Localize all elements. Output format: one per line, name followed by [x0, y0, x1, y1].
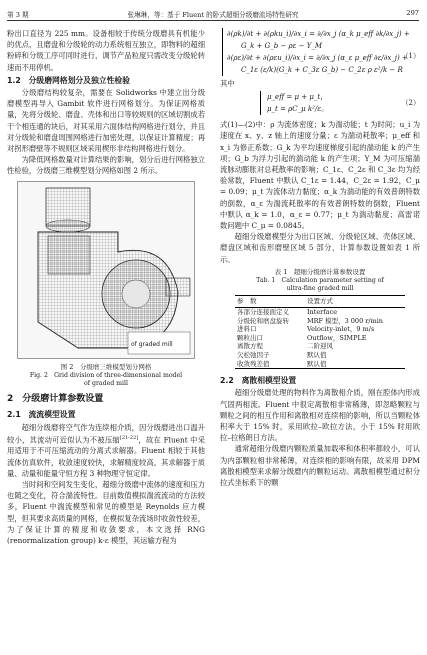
subsection-heading: 2.2 离散相模型设置 [220, 376, 297, 386]
table-header-row [235, 296, 405, 308]
header-rule [7, 20, 419, 21]
table-row [235, 308, 405, 317]
equation-line: ∂(ρk)/∂t + ∂(ρku_i)/∂x_i = ∂/∂x_j (α_k μ_eff ∂k/∂x_j) + [227, 30, 410, 38]
table-row [235, 317, 405, 326]
table-cell: Interface [306, 308, 338, 317]
paragraph: 为降低网格数量对计算结果的影响，划分后进行网格独立性检验，分级磨三维模型划分网格如图 2 所示。 [7, 155, 205, 176]
paragraph: 超细分级磨模型分为出口区域、分级轮区域、壳体区域、磨盘区域和齿形磨壁区域 5 部分，计算参数设置如表 1 所示。 [220, 232, 420, 264]
equation-line: ∂(ρε)/∂t + ∂(ρεu_i)/∂x_i = ∂/∂x_j (α_ε μ_eff ∂ε/∂x_j) + [227, 54, 408, 62]
table-cell: Outflow，SIMPLE [306, 333, 367, 342]
table-cell: 默认值 [306, 351, 327, 359]
figure-caption-cn: 图 2 分级磨三维模型划分网格 [60, 362, 152, 371]
paragraph: 式(1)—(2)中：ρ 为流体密度；k 为湍动能；t 为时间；u_i 为速度在 x、y、z 轴上的速度分量；ε 为湍动耗散率；μ_eff 和 x_i 为修正系数；G_k 为平均速度梯度引起的湍动能 k 的产生项；G_b 为浮力引起的湍动能 k 的产生项；Y_M 为可压缩湍流脉动膨胀对总耗散率的影响；C_1ε、C_2ε 和 C_3ε 均为经验常数，Fluent 中默认 C_1ε = 1.44，C_2ε = 1.92，C_μ = 0.09；μ_t 为流体动力黏度；α_k 为湍动能的有效普朗特数的倒数，α_ε 为湍流耗散率的有效普朗特数的倒数，Fluent 中默认 α_k = 1.0，α_ε = 0.77；μ_t 为湍动黏度；高雷诺数问题中 C_μ = 0.0845。 [220, 120, 420, 231]
where-label: 其中 [220, 79, 235, 88]
paragraph: 粉出口直径为 225 mm。设备相较于传统分级磨具有机能少的优点，且磨盘和分级轮的动力系统相互独立，即物料的超细粉碎和分级工序可同时进行，调节产品粒度只需改变分级轮转速而不用停机。 [7, 29, 205, 72]
subsection-heading: 2.1 流流模型设置 [7, 410, 76, 420]
equation-2 [220, 91, 420, 115]
mesh-figure [17, 181, 195, 359]
table-cell: 进料口 [237, 325, 257, 334]
section-heading: 2 分级磨计算参数设置 [7, 394, 104, 405]
paragraph: 分级磨结构较复杂，需要在 Solidworks 中建立出分级磨模型再导入 Gambit 软件进行网格划分。为保证网格质量，先将分级轮、磨盘、壳体和出口等较规则的区域切割成若干个相连通的块后，对其采用六面体结构网格进行划分，并且对分级轮和磨盘周围网格进行加密处理，以保证计算精度；再对拐形磨壁等不规则区域采用楔形非结构网格进行划分。 [7, 88, 205, 154]
equation-number: （1） [401, 52, 420, 60]
table-row [235, 360, 405, 369]
table-cell: 颗粒出口 [237, 333, 263, 342]
table-cell: 离散方程 [237, 342, 263, 351]
paragraph: 当时间和空间发生变化，超细分级磨中流体的速度和压力也随之变化，符合湍流特性。目前数值模拟湍流流动的方法较多，Fluent 中湍流模型和常见的模型是 Reynolds 应力模型，但其要求高质量的网格，在模拟复杂流场时收敛性较差，为了保证计算的精度和收敛要求，本文选择 RNG (renormalization group) k-ε 模型，其运输方程为 [7, 480, 205, 546]
issue-number: 第 3 期 [7, 11, 29, 19]
paragraph: 通常超细分级磨内颗粒质量加载率和体积率都较小，可认为内部颗粒相非常稀薄，对连续相的影响有限，故采用 DPM 离散相模型来求解分级磨内的颗粒运动。离散相模型通过积分拉式坐标系下的颗 [220, 444, 420, 488]
figure-caption-en-2: of graded mill [84, 379, 128, 387]
section-heading: 1.2 分级磨网格划分及独立性检验 [7, 75, 130, 85]
table-caption-cn: 表 1 超细分级磨计算参数设置 [274, 267, 366, 276]
table-cell: 收敛残差值 [235, 360, 305, 369]
table-cell: 欠松弛因子 [237, 351, 270, 359]
equation-1 [220, 28, 420, 76]
table-cell: 默认值 [305, 360, 405, 369]
table-caption-en-2: ultra-fine graded mill [286, 285, 354, 293]
table-cell: 二阶迎风 [306, 342, 333, 351]
left-column [7, 28, 205, 546]
table-row [235, 342, 405, 351]
table-cell: Velocity-inlet，9 m/s [306, 325, 375, 334]
equation-number: （2） [401, 99, 420, 108]
table-header: 参 数 [235, 296, 305, 308]
running-title: 张琳琳，等：基于 Fluent 的卧式超细分级磨流场特性研究 [127, 11, 299, 19]
table-row [235, 351, 405, 360]
equation-line: G_k + G_b − ρε − Y_M [241, 42, 323, 50]
table-row [235, 325, 405, 334]
mesh-model-image [18, 182, 194, 358]
equation-line: C_1ε (ε/k)(G_k + C_3ε G_b) − C_2ε ρ ε²/k − R [241, 66, 403, 74]
page-number: 297 [406, 9, 419, 17]
equation-line: μ_eff = μ + μ_t， [267, 93, 328, 102]
paragraph-text: 超细分级磨将空气作为连续相介质，因分级磨进出口温升较小，其流动可近似认为不被压缩 [7, 422, 205, 445]
citation: [21-22] [119, 434, 139, 441]
paragraph-text: ，故在 Fluent 中采用适用于不可压缩流动的分离式求解器。Fluent 相较于其他流体仿真软件，收敛速度较快，求解精度较高，其求解器于质量、动量和能量守恒方程 3 种物理守恒定律。 [7, 435, 206, 478]
figure-caption-en: Fig. 2 Grid division of three-dimensional model [29, 371, 183, 379]
paragraph [7, 422, 205, 479]
parameter-table [235, 295, 405, 369]
table-cell: 各部分连接面定义 [237, 308, 289, 317]
table-header: 设置方式 [305, 296, 405, 308]
equation-line: μ_t = ρC_μ k²/ε。 [267, 105, 329, 114]
table-cell: MRF 模型，3 000 r/min [306, 316, 383, 325]
paragraph: 超细分级磨处理的物料作为离散相介质，刚在腔体内形成气固两相流。Fluent 中很定离散相非常稀薄，即忽略颗粒与颗粒之间的相互作用和离散相对连续相的影响，所以当颗粒体积率大于 15% 时，采用欧拉–欧拉方法，小于 15% 时用欧拉–拉格朗日方法。 [220, 388, 420, 443]
right-column [220, 28, 420, 488]
table-caption-en: Tab. 1 Calculation parameter setting of [256, 276, 384, 284]
figure-inset-label: of graded mill [131, 340, 173, 348]
table-cell: 分级轮和磨盘旋转 [237, 316, 289, 325]
